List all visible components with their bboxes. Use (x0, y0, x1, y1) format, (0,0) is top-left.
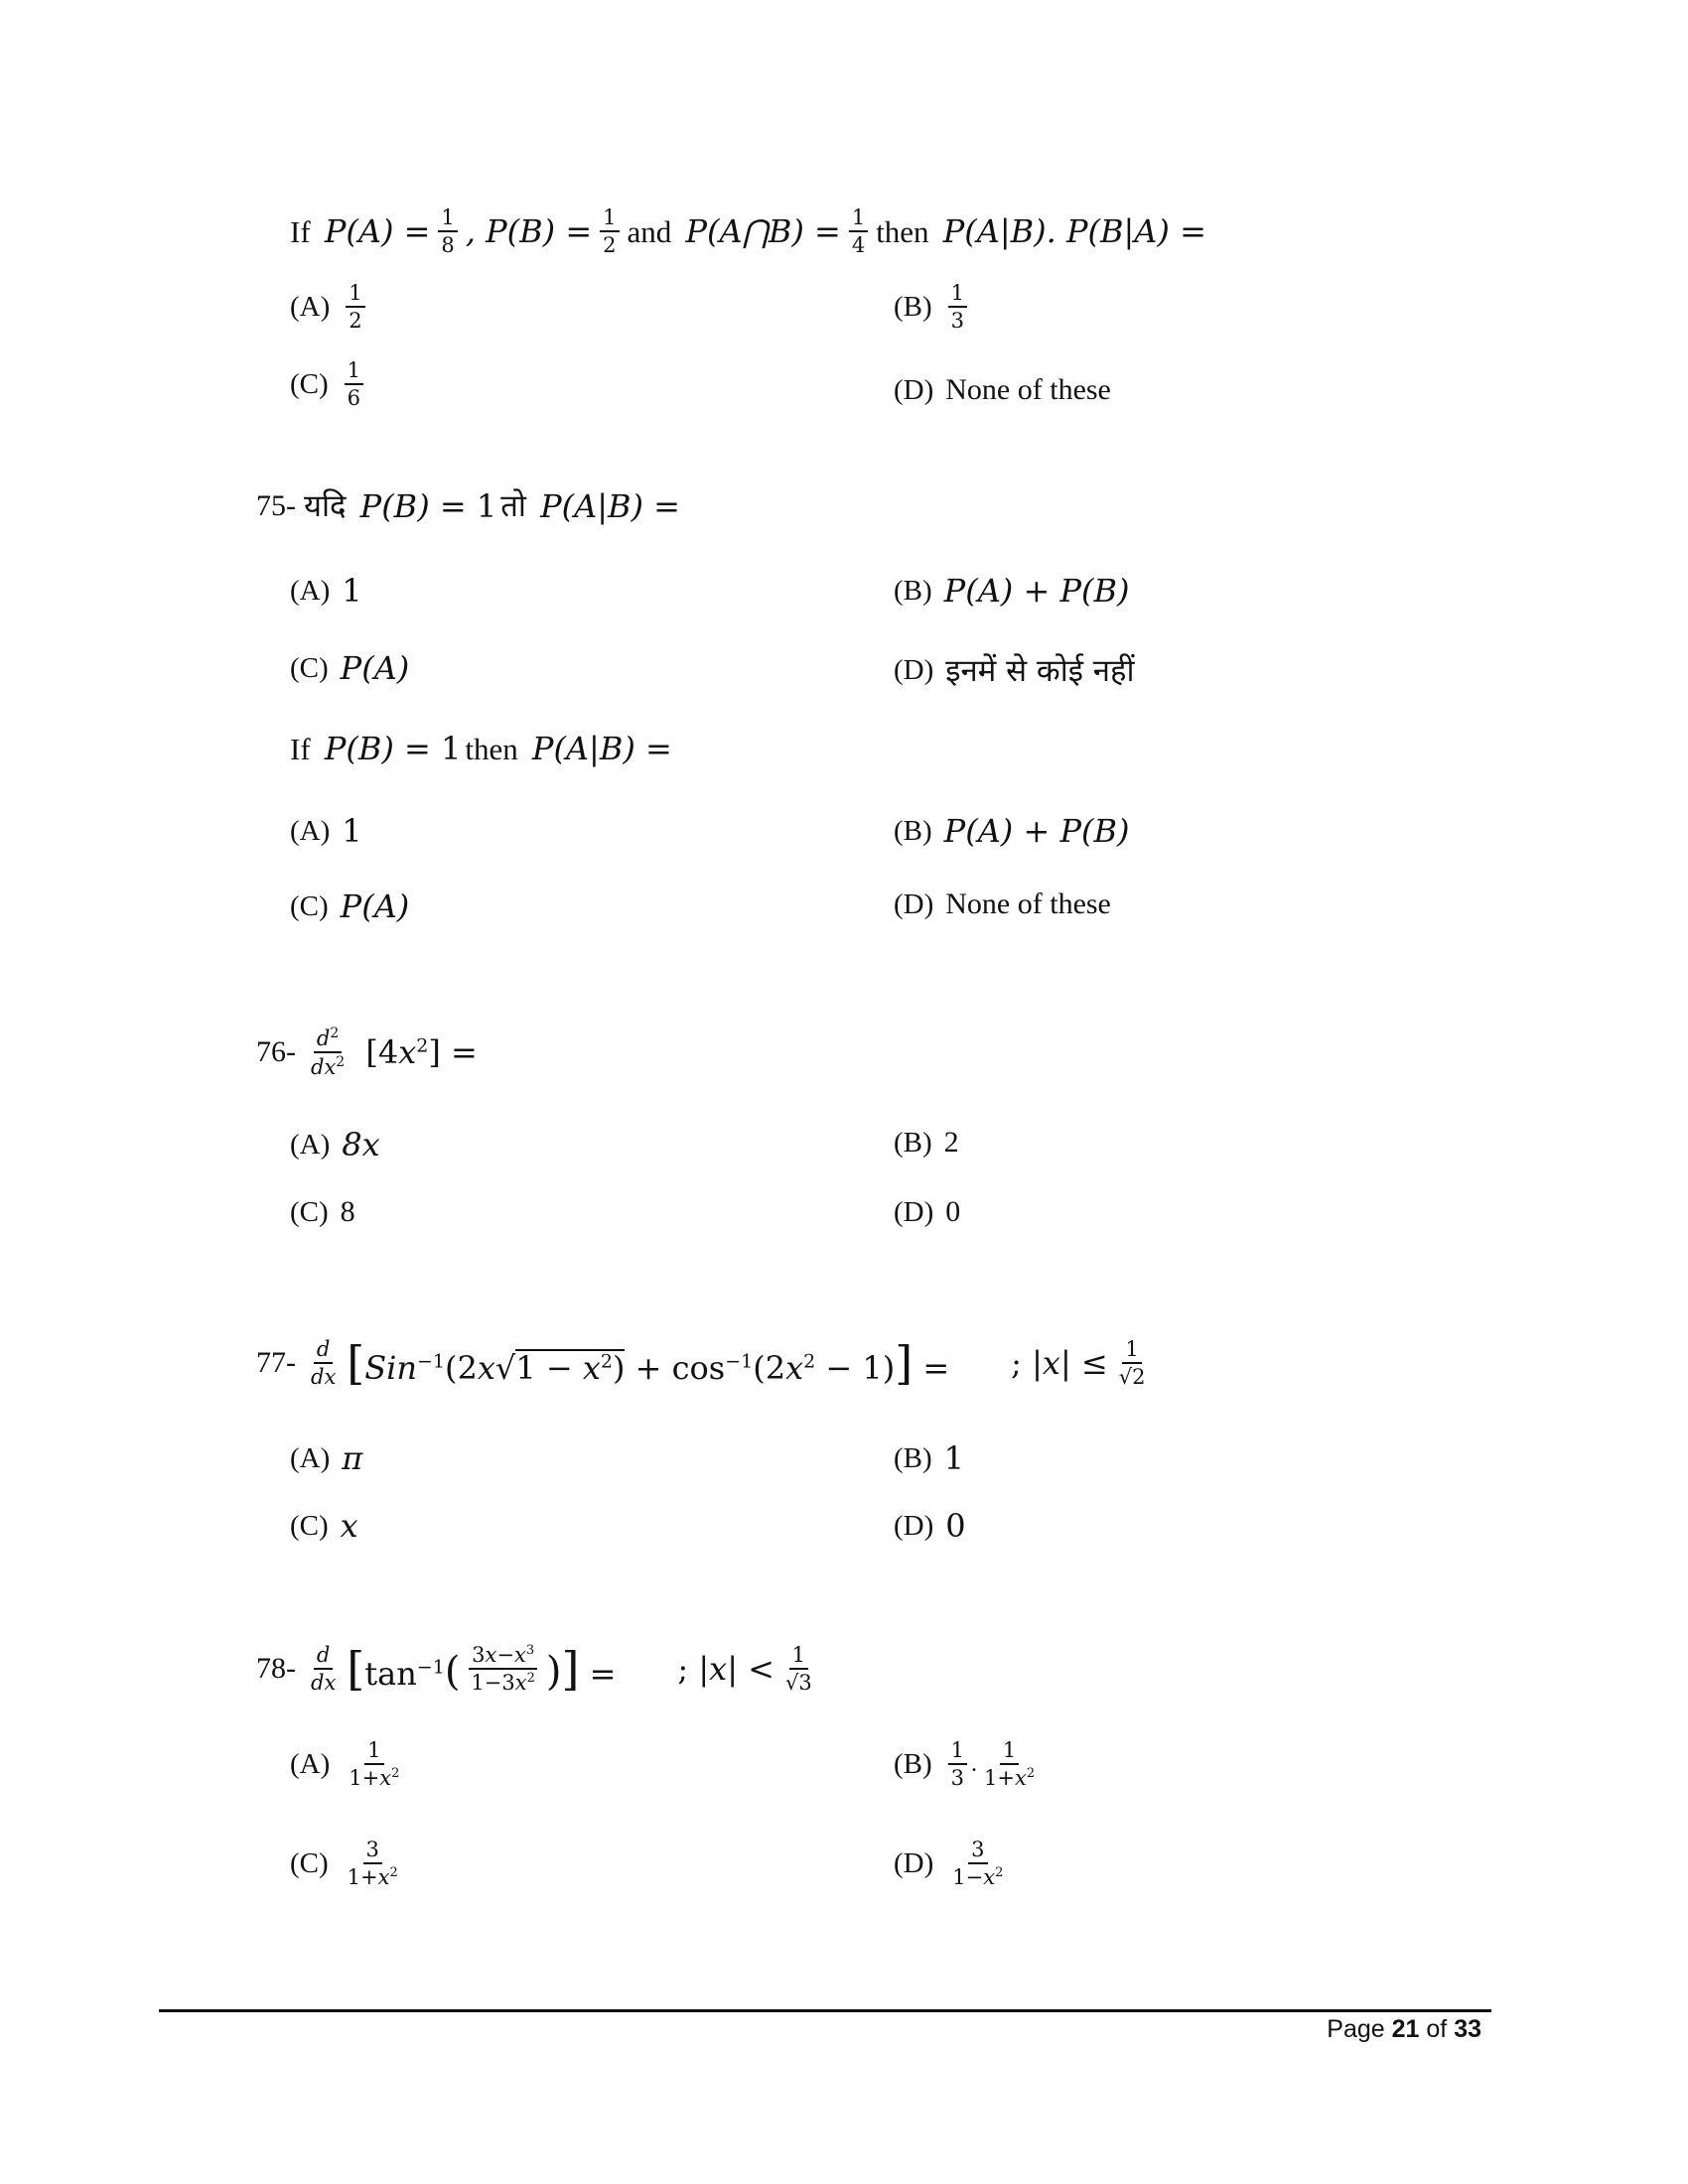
q74-if: If (290, 213, 311, 249)
q76-option-d[interactable]: (D) 0 (894, 1195, 961, 1228)
q74-then: then (876, 213, 929, 249)
q78-option-b[interactable]: (B) $\frac{1}{3}$ . $\frac{1}{1+x^2}$ (894, 1738, 1036, 1791)
q74-frac-1-8: $\frac{1}{8}$ (438, 206, 457, 256)
q77-option-b[interactable]: (B) 1 (894, 1439, 965, 1477)
q75-en-option-d[interactable]: (D) None of these (894, 887, 1111, 920)
q74-pa: P(A) = (314, 212, 431, 251)
q78-option-d[interactable]: (D) $\frac{3}{1-x^2}$ (894, 1838, 1004, 1890)
q75-en-option-b[interactable]: (B) P(A) + P(B) (894, 812, 1130, 850)
q74-option-d[interactable]: (D) None of these (894, 373, 1111, 406)
total-pages: 33 (1454, 2015, 1481, 2043)
q76-stem: 76- $\frac{d^2}{dx^2}$ $[4x^2]$ = (256, 1025, 478, 1080)
q74-pab: P(A⋂B) = (675, 212, 841, 251)
q75-option-a[interactable]: (A) 1 (290, 572, 362, 610)
q75-hindi-then: तो (500, 487, 526, 524)
q77-stem: 77- $\frac{d}{dx}$ $[Sin^{-1}(2x√1 - x^2) + \cos^{-1}(2x^2 - 1)]$ = ; |x| ≤ $\frac{1}{√2}$ (256, 1336, 1146, 1391)
q74-cond: P(A|B). P(B|A) = (932, 212, 1206, 251)
q74-frac-1-2: $\frac{1}{2}$ (600, 206, 619, 256)
footer-divider (159, 2009, 1491, 2012)
q75-en-option-c[interactable]: (C) P(A) (290, 887, 410, 925)
current-page: 21 (1391, 2015, 1420, 2043)
q75-option-c[interactable]: (C) P(A) (290, 649, 410, 687)
q74-frac-1-4: $\frac{1}{4}$ (849, 206, 868, 256)
q78-option-c[interactable]: (C) $\frac{3}{1+x^2}$ (290, 1838, 398, 1890)
q75-number: 75- (256, 489, 296, 522)
q77-option-c[interactable]: (C) x (290, 1507, 358, 1545)
q75-option-d[interactable]: (D) इनमें से कोई नहीं (894, 653, 1135, 689)
q75-stem-hindi: 75- यदि P(B) = 1 तो P(A|B) = (256, 487, 680, 525)
q76-option-c[interactable]: (C) 8 (290, 1195, 355, 1228)
q78-number: 78- (256, 1652, 296, 1686)
q75-en-option-a[interactable]: (A) 1 (290, 812, 362, 850)
q77-number: 77- (256, 1346, 296, 1380)
q77-option-d[interactable]: (D) 0 (894, 1507, 966, 1545)
q75-option-b[interactable]: (B) P(A) + P(B) (894, 572, 1130, 610)
q74-pb: , P(B) = (465, 212, 593, 251)
q76-number: 76- (256, 1035, 296, 1069)
q75-hindi-if: यदि (304, 487, 347, 524)
q78-option-a[interactable]: (A) $\frac{1}{1+x^2}$ (290, 1738, 400, 1791)
q77-option-a[interactable]: (A) π (290, 1439, 363, 1477)
q76-option-b[interactable]: (B) 2 (894, 1126, 959, 1159)
q74-option-a[interactable]: (A) $\frac{1}{2}$ (290, 282, 369, 332)
q75-stem-english: If P(B) = 1 then P(A|B) = (290, 730, 672, 767)
q78-stem: 78- $\frac{d}{dx}$ [$\tan^{-1}$( $\frac{3x-x^3}{1-3x^2}$ )] = ; |x| < $\frac{1}{√3}$ (256, 1642, 812, 1697)
q74-option-b[interactable]: (B) $\frac{1}{3}$ (894, 282, 971, 332)
q74-and: and (627, 213, 672, 249)
q76-derivative: $\frac{d^2}{dx^2}$ (311, 1025, 346, 1080)
q74-option-c[interactable]: (C) $\frac{1}{6}$ (290, 359, 367, 409)
q76-option-a[interactable]: (A) 8x (290, 1126, 380, 1163)
page-number: Page 21 of 33 (1327, 2015, 1481, 2043)
q74-stem (290, 206, 1206, 256)
